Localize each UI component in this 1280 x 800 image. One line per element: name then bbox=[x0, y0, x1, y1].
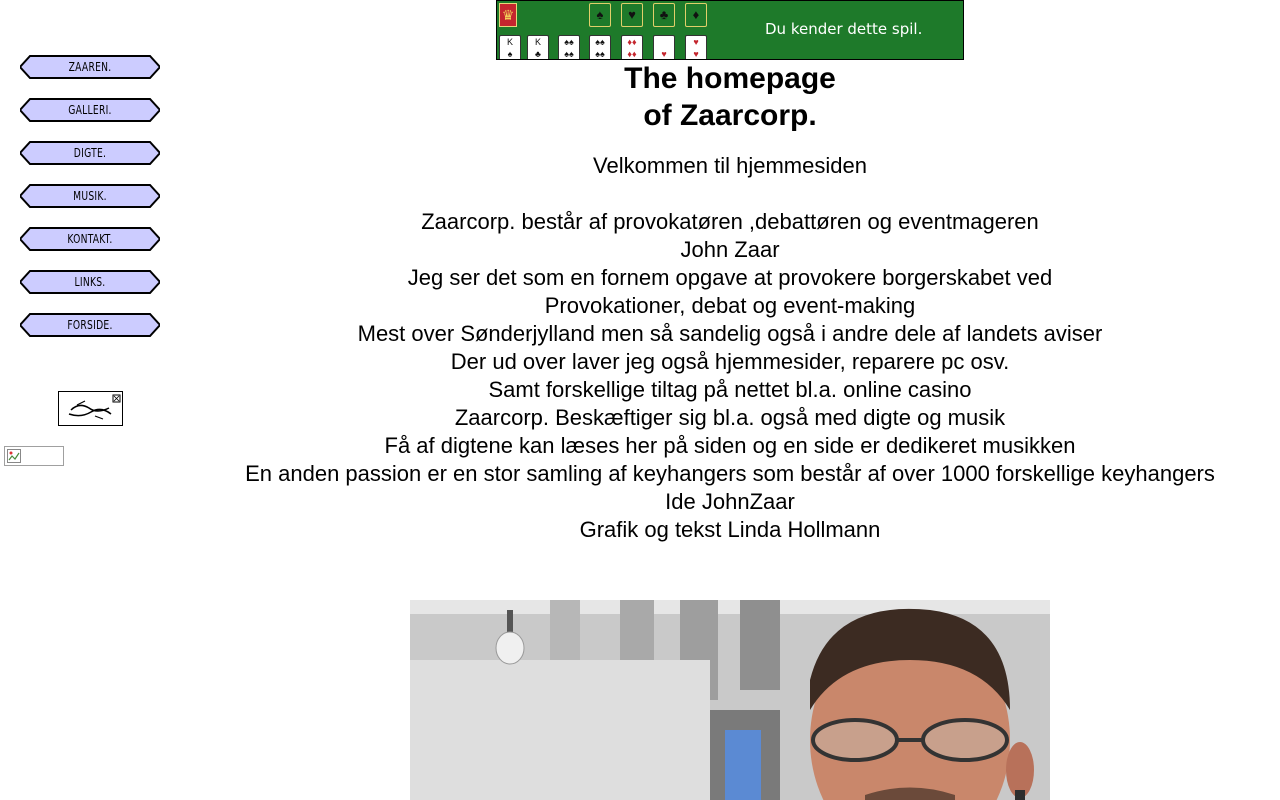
credit-line: Grafik og tekst Linda Hollmann bbox=[579, 517, 881, 542]
nav-button-musik[interactable] bbox=[20, 184, 160, 208]
welcome-text: Velkommen til hjemmesiden bbox=[593, 153, 867, 178]
broken-image-icon bbox=[4, 446, 64, 466]
diamond-foundation-icon: ♦ bbox=[685, 3, 707, 27]
nav-button-forside[interactable] bbox=[20, 313, 160, 337]
nav-button-digte[interactable] bbox=[20, 141, 160, 165]
intro-text bbox=[180, 208, 1280, 544]
club-foundation-icon: ♣ bbox=[653, 3, 675, 27]
intro-line: Zaarcorp. består af provokatøren ,debattøren og eventmageren bbox=[421, 209, 1039, 234]
nav-label-kontakt: KONTAKT. bbox=[67, 232, 113, 246]
intro-line: Provokationer, debat og event-making bbox=[544, 293, 916, 318]
intro-line: Jeg ser det som en fornem opgave at provokere borgerskabet ved bbox=[407, 265, 1053, 290]
page-title-line-1: The homepage bbox=[624, 62, 836, 95]
heart-foundation-icon: ♥ bbox=[621, 3, 643, 27]
jack-card-icon: ♛ bbox=[499, 3, 517, 27]
solitaire-banner-ad[interactable] bbox=[496, 0, 964, 60]
mail-icon[interactable] bbox=[58, 391, 123, 426]
tableau-card-icon: ♥ bbox=[653, 35, 675, 60]
nav-button-links[interactable] bbox=[20, 270, 160, 294]
tableau-card-icon: K ♠ bbox=[499, 35, 521, 60]
spade-foundation-icon: ♠ bbox=[589, 3, 611, 27]
nav-label-forside: FORSIDE. bbox=[67, 318, 113, 332]
intro-line: Der ud over laver jeg også hjemmesider, reparere pc osv. bbox=[450, 349, 1010, 374]
intro-line: John Zaar bbox=[680, 237, 780, 262]
intro-line: Mest over Sønderjylland men så sandelig også i andre dele af landets aviser bbox=[357, 321, 1103, 346]
banner-text: Du kender dette spil. bbox=[765, 20, 923, 38]
nav-label-links: LINKS. bbox=[74, 275, 106, 289]
credit-line: Ide JohnZaar bbox=[665, 489, 795, 514]
tableau-card-icon: ♦♦ ♦♦ bbox=[621, 35, 643, 60]
intro-line: Zaarcorp. Beskæftiger sig bl.a. også med digte og musik bbox=[454, 405, 1006, 430]
intro-line: Samt forskellige tiltag på nettet bl.a. online casino bbox=[488, 377, 972, 402]
nav-button-galleri[interactable] bbox=[20, 98, 160, 122]
page-title-line-2: of Zaarcorp. bbox=[643, 99, 817, 132]
nav-label-musik: MUSIK. bbox=[73, 189, 107, 203]
page-title bbox=[180, 60, 1280, 134]
nav-button-kontakt[interactable] bbox=[20, 227, 160, 251]
main-content bbox=[180, 60, 1280, 544]
nav-label-digte: DIGTE. bbox=[73, 146, 107, 160]
tableau-card-icon: K ♣ bbox=[527, 35, 549, 60]
intro-line: En anden passion er en stor samling af keyhangers som består af over 1000 forskellige keyhangers bbox=[245, 461, 1215, 486]
tableau-card-icon: ♥ ♥ bbox=[685, 35, 707, 60]
nav-label-galleri: GALLERI. bbox=[68, 103, 112, 117]
tableau-card-icon: ♠♠ ♠♠ bbox=[589, 35, 611, 60]
portrait-photo bbox=[410, 600, 1050, 800]
tableau-card-icon: ♠♠ ♠♠ bbox=[558, 35, 580, 60]
nav-button-zaaren[interactable] bbox=[20, 55, 160, 79]
nav-label-zaaren: ZAAREN. bbox=[68, 60, 112, 74]
intro-line: Få af digtene kan læses her på siden og en side er dedikeret musikken bbox=[384, 433, 1076, 458]
